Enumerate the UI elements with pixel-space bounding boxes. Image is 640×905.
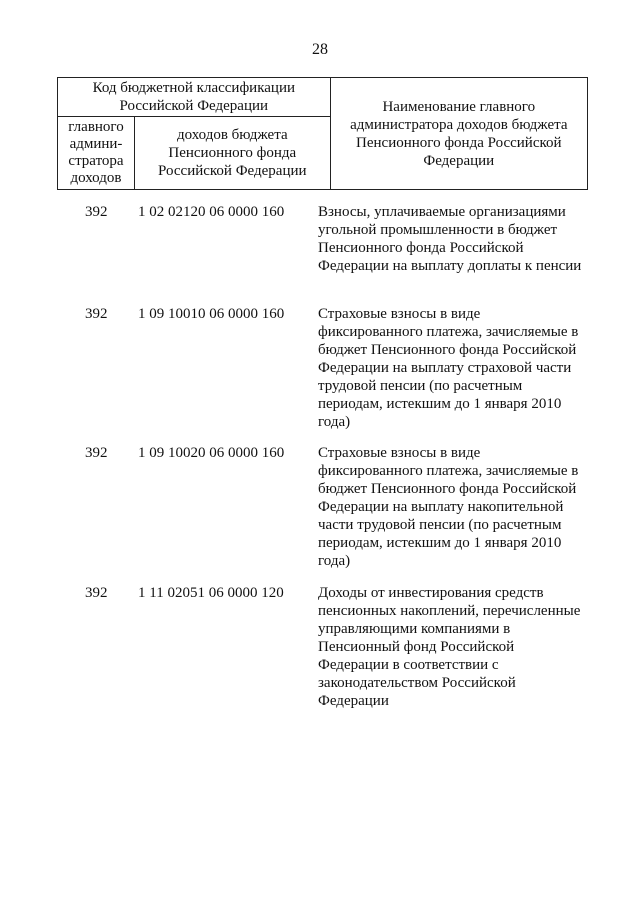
income-code: 1 09 10020 06 0000 160 xyxy=(138,445,285,461)
income-name: Взносы, уплачиваемые организациями угольной промышленности в бюджет Пенсионного фонда Российской Федерации на выплату доплаты к пенсии xyxy=(318,204,582,274)
header-income: доходов бюджета Пенсионного фонда Российской Федерации xyxy=(135,117,331,190)
income-name: Страховые взносы в виде фиксированного платежа, зачисляемые в бюджет Пенсионного фонда Российской Федерации на выплату страховой части трудовой пенсии (по расчетным периодам, истекшим до 1 января 2010 года) xyxy=(318,306,579,430)
header-group: Код бюджетной классификации Российской Федерации xyxy=(58,78,331,117)
header-name: Наименование главного администратора доходов бюджета Пенсионного фонда Российской Федерации xyxy=(330,78,587,190)
admin-code: 392 xyxy=(85,306,108,322)
admin-code: 392 xyxy=(85,204,108,220)
header-admin: главного админи-стратора доходов xyxy=(58,117,135,190)
admin-code: 392 xyxy=(85,585,108,601)
page-number: 28 xyxy=(312,41,328,58)
income-code: 1 11 02051 06 0000 120 xyxy=(138,585,284,601)
income-code: 1 02 02120 06 0000 160 xyxy=(138,204,285,220)
header-table xyxy=(57,77,588,190)
income-name: Доходы от инвестирования средств пенсионных накоплений, перечисленные управляющими компаниями в Пенсионный фонд Российской Федерации в соответствии с законодательством Российской Федерации xyxy=(318,585,581,709)
income-name: Страховые взносы в виде фиксированного платежа, зачисляемые в бюджет Пенсионного фонда Российской Федерации на выплату накопительной части трудовой пенсии (по расчетным периодам, истекшим до 1 января 2010 года) xyxy=(318,445,579,569)
income-code: 1 09 10010 06 0000 160 xyxy=(138,306,285,322)
admin-code: 392 xyxy=(85,445,108,461)
